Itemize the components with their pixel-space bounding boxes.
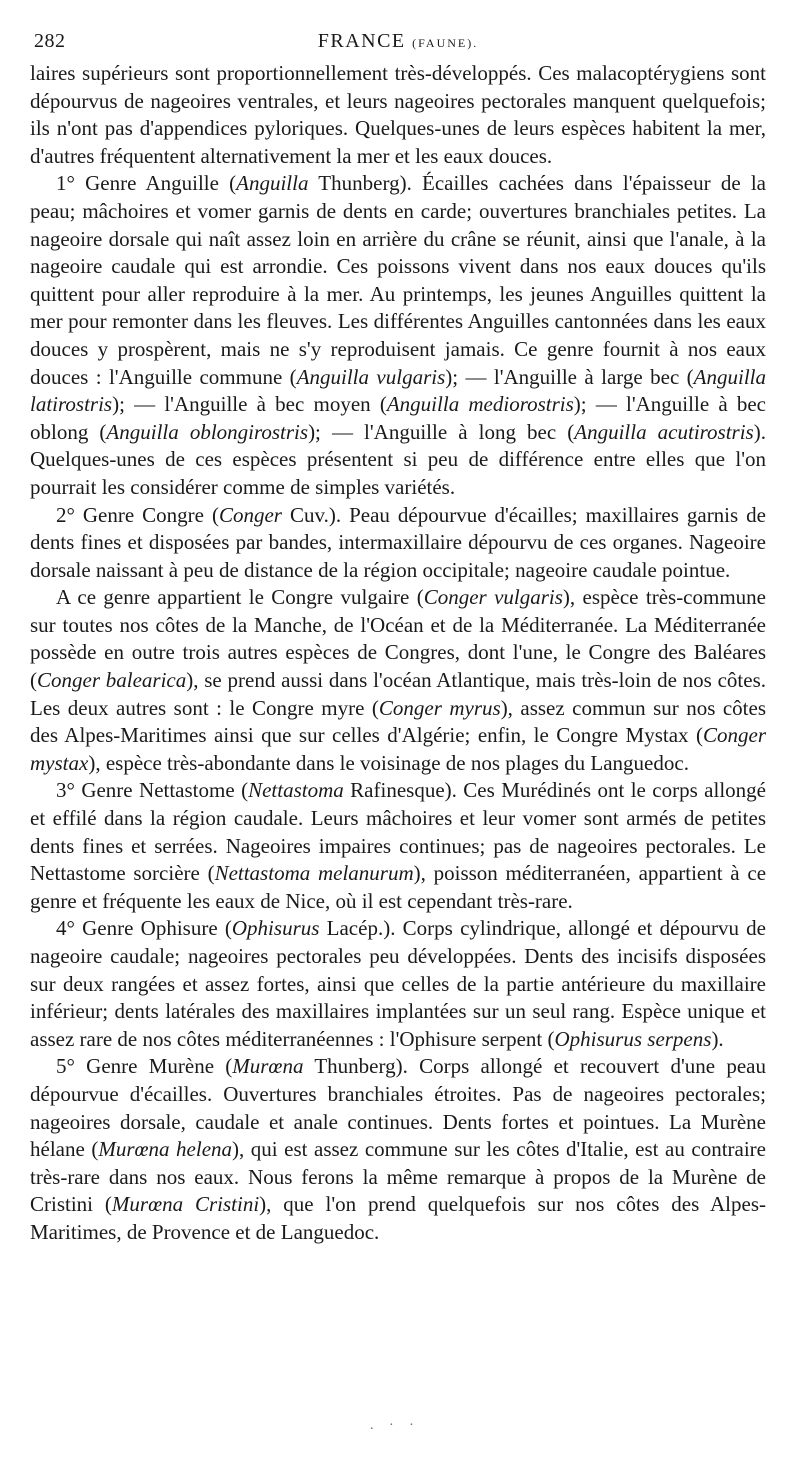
text-run: Thunberg). Écailles cachées dans l'épaisseur de la peau; mâchoires et vomer garnis de dents en carde; ouvertures branchiales petites. La nageoire dorsale qui naît assez loin en arrière du crâne se réunit, ainsi que l'anale, à la nageoire caudale qui est arrondie. Ces poissons vivent dans nos eaux douces qu'ils quittent pour aller reproduire à la mer. Au printemps, les jeunes Anguilles quittent la mer pour remonter dans les fleuves. Les différentes Anguilles cantonnées dans les eaux douces y prospèrent, mais ne s'y reproduisent jamais. Ce genre fournit à nos eaux douces : l'Anguille commune ( [30, 171, 766, 389]
paragraph-genre-ophisure [30, 915, 766, 1053]
running-title-sub: (FAUNE). [412, 36, 479, 50]
latin-name: Conger myrus [378, 695, 501, 720]
latin-name: Ophisurus [231, 916, 320, 941]
latin-name: Ophisurus serpens [554, 1026, 712, 1051]
running-title-main: FRANCE [317, 30, 406, 52]
text-run: ), poisson méditerranéen, appartient à ce genre et fréquente les eaux de Nice, où il est cependant très-rare. [30, 861, 767, 913]
text-run: ), assez commun sur nos côtes des Alpes-Maritimes ainsi que sur celles d'Algérie; enfin, le Congre Mystax ( [30, 695, 766, 748]
latin-name: Anguilla acutirostris [574, 419, 754, 444]
text-run: A ce genre appartient le Congre vulgaire ( [56, 585, 424, 610]
text-run: 2° Genre Congre ( [56, 502, 219, 527]
text-run: ); — l'Anguille à large bec ( [445, 364, 694, 389]
latin-name: Anguilla oblongirostris [106, 419, 309, 444]
latin-name: Conger [218, 502, 282, 527]
text-run: ), espèce très-abondante dans le voisinage de nos plages du Languedoc. [88, 750, 689, 775]
text-run: ), se prend aussi dans l'océan Atlantique, mais très-loin de nos côtes. Les deux autres sont : le Congre myre ( [30, 668, 766, 720]
latin-name: Anguilla vulgaris [296, 364, 446, 389]
latin-name: Conger balearica [37, 668, 187, 693]
text-run: ); — l'Anguille à bec moyen ( [112, 392, 387, 417]
footer-marks: . · · [370, 1418, 420, 1433]
text-run: ); — l'Anguille à long bec ( [308, 419, 575, 444]
text-run: Lacép.). Corps cylindrique, allongé et dépourvu de nageoire caudale; nageoires pectorales peu développées. Dents des incisifs disposées sur deux rangées et assez fortes, ainsi que celles de la partie antérieure du maxillaire inférieur; dents latérales des maxillaires implantées sur un seul rang. Espèce unique et assez rare de nos côtes méditerranéennes : l'Ophisure serpent ( [30, 916, 766, 1051]
text-run: 3° Genre Nettastome ( [56, 778, 249, 803]
paragraph-genre-nettastome [30, 777, 766, 915]
latin-name: Conger vulgaris [423, 585, 563, 610]
latin-name: Murœna helena [98, 1137, 233, 1162]
text-run: Rafinesque). Ces Murédinés ont le corps allongé et effilé dans la région caudale. Leurs mâchoires et leur vomer sont armés de petites dents fines et serrées. Nageoires impaires continues; pas de nageoires pectorales. Le Nettastome sorcière ( [30, 778, 766, 886]
text-run: laires supérieurs sont proportionnellement très-développés. Ces malacoptérygiens sont dépourvus de nageoires ventrales, et leurs nageoires pectorales manquent quelquefois; ils n'ont pas d'appendices pyloriques. Quelques-unes de leurs espèces habitent la mer, d'autres fréquentent alternativement la mer et les eaux douces. [30, 61, 766, 168]
text-run: 1° Genre Anguille ( [56, 171, 237, 196]
text-run: ); — l'Anguille à bec oblong ( [30, 392, 767, 444]
latin-name: Anguilla mediorostris [386, 392, 574, 417]
latin-name: Nettastoma melanurum [214, 861, 414, 886]
latin-name: Murœna [232, 1054, 304, 1079]
text-run: ), espèce très-commune sur toutes nos côtes de la Manche, de l'Océan et de la Méditerranée. La Méditerranée possède en outre trois autres espèces de Congres, dont l'une, le Congre des Baléares ( [30, 585, 766, 693]
text-run: ). [711, 1026, 724, 1051]
page-number: 282 [34, 30, 66, 52]
text-run: ). Quelques-unes de ces espèces présentent si peu de différence entre elles que l'on pourrait les considérer comme de simples variétés. [30, 419, 766, 499]
text-run: ), que l'on prend quelquefois sur nos côtes des Alpes-Maritimes, de Provence et de Languedoc. [30, 1192, 766, 1244]
paragraph-genre-congre [30, 502, 766, 585]
latin-name: Murœna Cristini [111, 1192, 260, 1217]
text-run: 4° Genre Ophisure ( [56, 916, 232, 941]
latin-name: Conger mystax [30, 723, 766, 775]
text-run: Thunberg). Corps allongé et recouvert d'une peau dépourvue d'écailles. Ouvertures branchiales étroites. Pas de nageoires pectorales; nageoires dorsale, caudale et anale continues. Dents fortes et pointues. La Murène hélane ( [30, 1054, 767, 1162]
paragraph-genre-murene [30, 1053, 766, 1246]
text-run: 5° Genre Murène ( [56, 1054, 233, 1079]
running-title [30, 30, 766, 53]
latin-name: Nettastoma [248, 778, 344, 803]
body-text [30, 60, 766, 1247]
paragraph-genre-anguille [30, 170, 766, 501]
latin-name: Anguilla [236, 171, 309, 196]
paragraph-congre-especes [30, 584, 766, 777]
running-header [30, 26, 766, 60]
paragraph-intro [30, 60, 766, 170]
page [30, 26, 766, 1247]
text-run: Cuv.). Peau dépourvue d'écailles; maxillaires garnis de dents fines et disposées par bandes, intermaxillaire dépourvu de ces organes. Nageoire dorsale naissant à peu de distance de la région occipitale; nageoire caudale pointue. [30, 502, 766, 582]
text-run: ), qui est assez commune sur les côtes d'Italie, est au contraire très-rare dans nos eaux. Nous ferons la même remarque à propos de la Murène de Cristini ( [30, 1137, 766, 1217]
latin-name: Anguilla latirostris [30, 364, 767, 417]
